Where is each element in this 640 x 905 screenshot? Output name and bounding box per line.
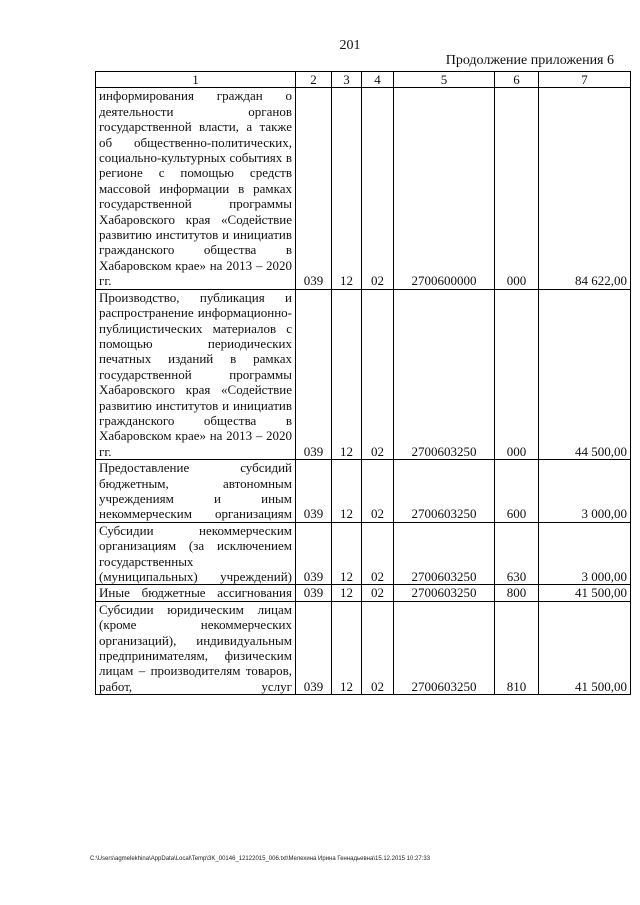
row-pr: 02 — [362, 585, 394, 601]
row-pr: 02 — [362, 460, 394, 523]
table-row — [96, 601, 631, 694]
table-header-row — [96, 72, 631, 88]
row-sum: 84 622,00 — [539, 88, 631, 289]
row-ved: 039 — [296, 522, 332, 585]
row-sum: 41 500,00 — [539, 585, 631, 601]
row-pr: 02 — [362, 522, 394, 585]
row-ved: 039 — [296, 585, 332, 601]
row-csr: 2700603250 — [394, 460, 495, 523]
row-sum: 44 500,00 — [539, 289, 631, 459]
row-csr: 2700603250 — [394, 585, 495, 601]
page-number: 201 — [339, 38, 361, 53]
table-row — [96, 585, 631, 601]
row-vr: 630 — [495, 522, 539, 585]
row-vr: 800 — [495, 585, 539, 601]
row-vr: 000 — [495, 289, 539, 459]
row-rz: 12 — [332, 522, 362, 585]
table-row — [96, 88, 631, 289]
table-row — [96, 289, 631, 459]
row-vr: 000 — [495, 88, 539, 289]
column-header: 4 — [362, 72, 394, 88]
row-name: Предоставление субсидий бюджетным, автономным учреждениям и иным некоммерческим организациям — [96, 460, 296, 523]
column-header: 1 — [96, 72, 296, 88]
table-row — [96, 522, 631, 585]
row-rz: 12 — [332, 289, 362, 459]
row-rz: 12 — [332, 460, 362, 523]
column-header: 7 — [539, 72, 631, 88]
row-sum: 3 000,00 — [539, 460, 631, 523]
row-ved: 039 — [296, 289, 332, 459]
row-rz: 12 — [332, 88, 362, 289]
row-pr: 02 — [362, 601, 394, 694]
row-name: информирования граждан о деятельности органов государственной власти, а также об общественно-политических, социально-культурных событиях в регионе с помощью средств массовой информации в рамках государственной программы Хабаровского края «Содействие развитию институтов и инициатив гражданского общества в Хабаровском крае» на 2013 – 2020 гг. — [96, 88, 296, 289]
column-header: 3 — [332, 72, 362, 88]
row-name: Производство, публикация и распространение информационно-публицистических материалов с помощью периодических печатных изданий в рамках государственной программы Хабаровского края «Содействие развитию институтов и инициатив гражданского общества в Хабаровском крае» на 2013 – 2020 гг. — [96, 289, 296, 459]
budget-table — [95, 71, 631, 695]
row-ved: 039 — [296, 460, 332, 523]
row-csr: 2700603250 — [394, 289, 495, 459]
column-header: 5 — [394, 72, 495, 88]
row-name: Субсидии юридическим лицам (кроме некоммерческих организаций), индивидуальным предпринимателям, физическим лицам – производителям товаров, работ, услуг — [96, 601, 296, 694]
row-vr: 600 — [495, 460, 539, 523]
column-header: 2 — [296, 72, 332, 88]
row-pr: 02 — [362, 289, 394, 459]
row-ved: 039 — [296, 88, 332, 289]
row-rz: 12 — [332, 585, 362, 601]
row-csr: 2700600000 — [394, 88, 495, 289]
table-row — [96, 460, 631, 523]
row-ved: 039 — [296, 601, 332, 694]
row-sum: 41 500,00 — [539, 601, 631, 694]
row-sum: 3 000,00 — [539, 522, 631, 585]
continuation-label: Продолжение приложения 6 — [445, 53, 614, 68]
row-vr: 810 — [495, 601, 539, 694]
footer-file-path: C:\Users\agmelekhina\AppData\Local\Temp\3K_00146_12122015_006.txt\Мелехина Ирина Геннадьевна\15.12.2015 10:27:33 — [90, 856, 431, 862]
row-csr: 2700603250 — [394, 601, 495, 694]
row-pr: 02 — [362, 88, 394, 289]
row-name: Иные бюджетные ассигнования — [96, 585, 296, 601]
row-name: Субсидии некоммерческим организациям (за исключением государственных (муниципальных) учреждений) — [96, 522, 296, 585]
row-rz: 12 — [332, 601, 362, 694]
column-header: 6 — [495, 72, 539, 88]
row-csr: 2700603250 — [394, 522, 495, 585]
